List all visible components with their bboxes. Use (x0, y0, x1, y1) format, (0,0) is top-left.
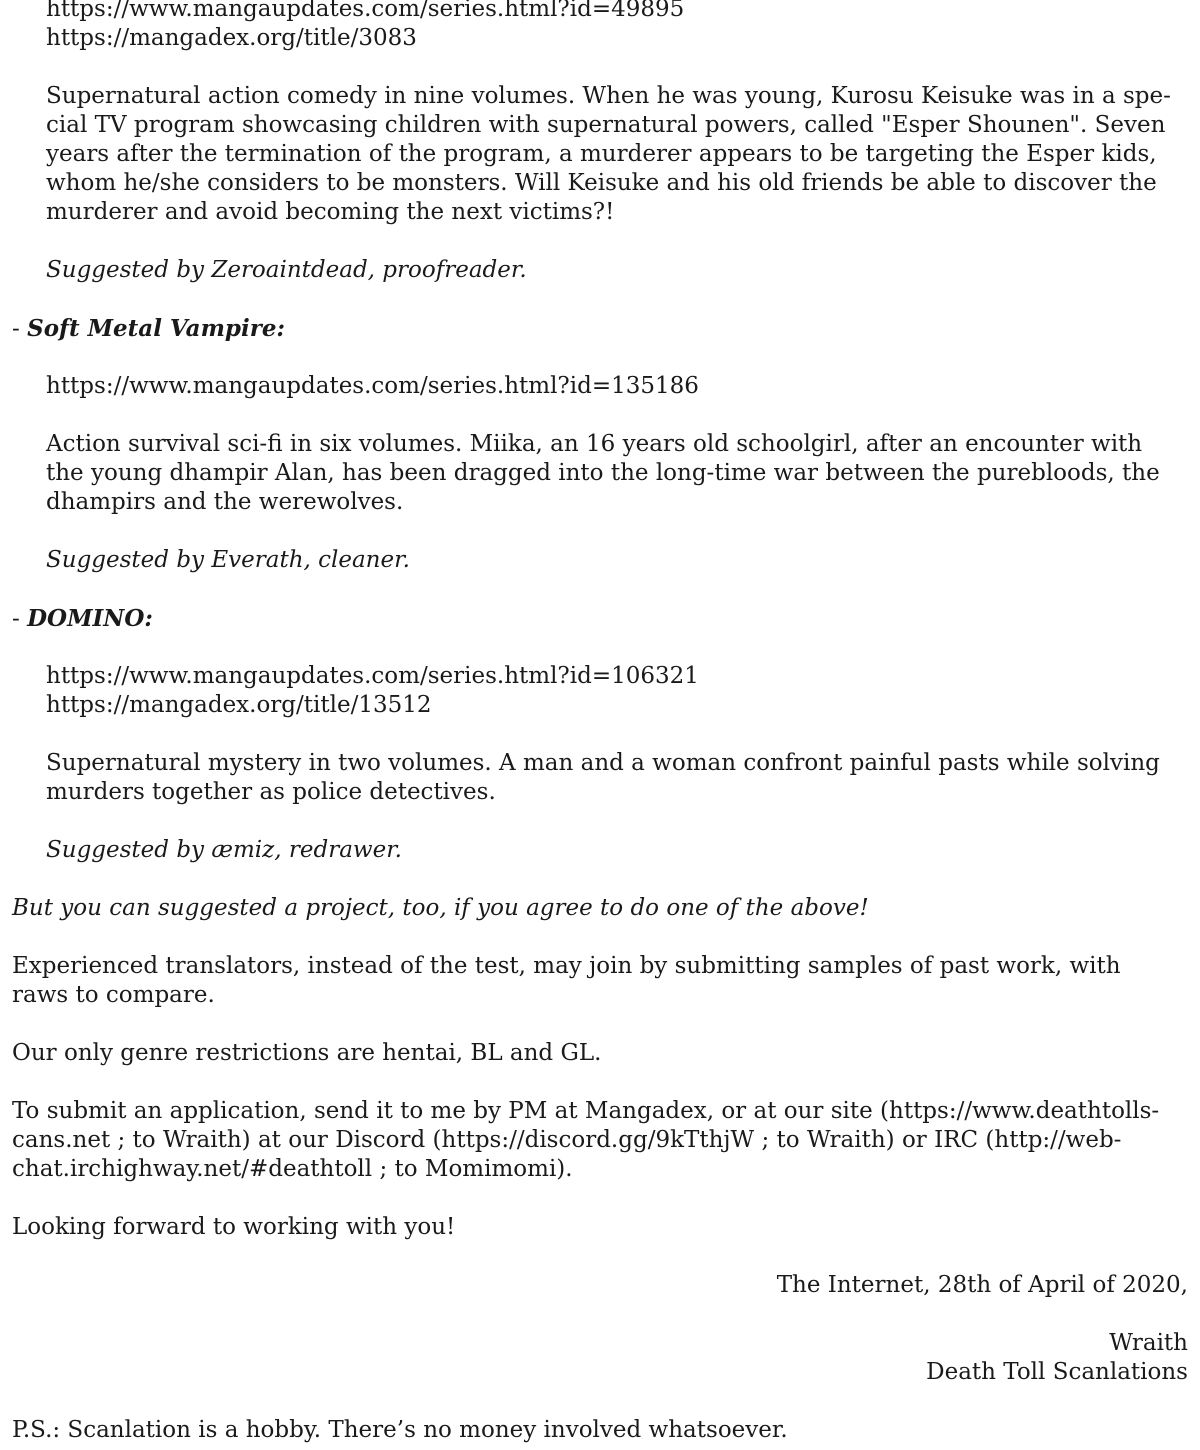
entry-link[interactable]: https://www.mangaupdates.com/series.html?id=135186 (46, 373, 699, 399)
entry-link[interactable]: https://www.mangaupdates.com/series.html?id=106321 (46, 663, 699, 689)
entry-description-line: dhampirs and the werewolves. (46, 489, 404, 515)
entry-esper (12, 0, 1188, 285)
entry-dash: - (12, 606, 28, 632)
entry-suggested-by: Suggested by æmiz, redrawer. (46, 837, 402, 863)
entry-description-line: years after the termination of the program, a murderer appears to be targeting the Esper kids, (46, 141, 1157, 167)
entry-description-line: murders together as police detectives. (46, 779, 496, 805)
entry-description-line: whom he/she considers to be monsters. Will Keisuke and his old friends be able to discover the (46, 170, 1157, 196)
entry-description-line: the young dhampir Alan, has been dragged into the long-time war between the purebloods, the (46, 460, 1160, 486)
signature-name: Wraith (1109, 1330, 1188, 1356)
entry-suggested-by: Suggested by Everath, cleaner. (46, 547, 410, 573)
closing-section (12, 894, 1188, 1445)
entry-description-line: Supernatural action comedy in nine volumes. When he was young, Kurosu Keisuke was in a spe- (46, 83, 1171, 109)
entry-domino (12, 604, 1188, 865)
entry-title: Soft Metal Vampire: (27, 315, 285, 342)
entry-description-line: cial TV program showcasing children with supernatural powers, called "Esper Shounen". Seven (46, 112, 1166, 138)
entry-description-line: Supernatural mystery in two volumes. A man and a woman confront painful pasts while solving (46, 750, 1160, 776)
document-page (12, 0, 1188, 1445)
genre-restrictions: Our only genre restrictions are hentai, BL and GL. (12, 1040, 602, 1066)
submit-line: cans.net ; to Wraith) at our Discord (https://discord.gg/9kTthjW ; to Wraith) or IRC (http://web- (12, 1127, 1122, 1153)
entry-suggested-by: Suggested by Zeroaintdead, proofreader. (46, 257, 527, 283)
postscript: P.S.: Scanlation is a hobby. There’s no money involved whatsoever. (12, 1417, 788, 1443)
entry-soft-metal-vampire (12, 314, 1188, 575)
entry-heading (12, 314, 1188, 343)
entry-link[interactable]: https://mangadex.org/title/3083 (46, 25, 417, 51)
experienced-line: Experienced translators, instead of the test, may join by submitting samples of past work, with (12, 953, 1121, 979)
entry-dash: - (12, 316, 28, 342)
entry-link[interactable]: https://mangadex.org/title/13512 (46, 692, 432, 718)
entry-title: DOMINO: (27, 605, 153, 632)
suggest-note: But you can suggested a project, too, if you agree to do one of the above! (12, 895, 869, 921)
looking-forward: Looking forward to working with you! (12, 1214, 456, 1240)
submit-line: To submit an application, send it to me by PM at Mangadex, or at our site (https://www.deathtolls- (12, 1098, 1160, 1124)
entry-description-line: Action survival sci-fi in six volumes. Miika, an 16 years old schoolgirl, after an encounter with (46, 431, 1143, 457)
submit-line: chat.irchighway.net/#deathtoll ; to Momimomi). (12, 1156, 573, 1182)
entry-heading (12, 604, 1188, 633)
entry-description-line: murderer and avoid becoming the next victims?! (46, 199, 615, 225)
signature-group: Death Toll Scanlations (926, 1359, 1188, 1385)
experienced-line: raws to compare. (12, 982, 215, 1008)
entry-link[interactable]: https://www.mangaupdates.com/series.html?id=49895 (46, 0, 685, 22)
letter-date: The Internet, 28th of April of 2020, (776, 1272, 1188, 1298)
